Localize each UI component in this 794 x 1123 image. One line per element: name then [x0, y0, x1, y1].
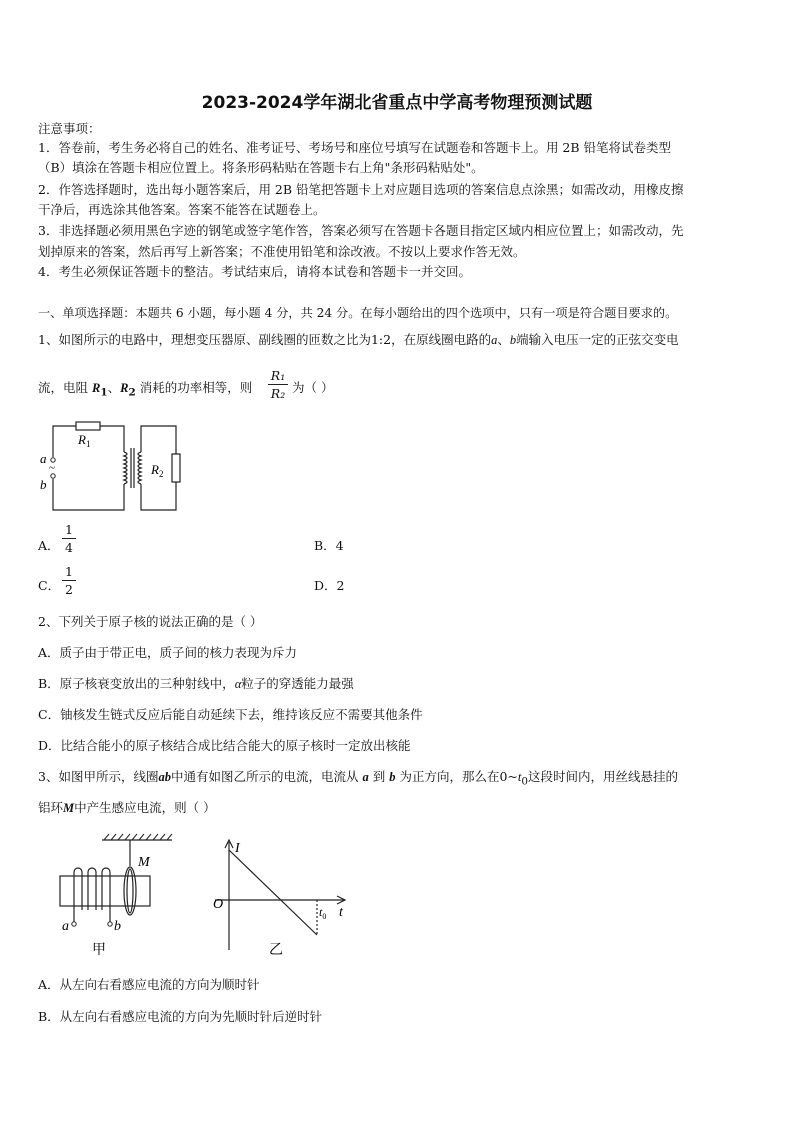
label-b: b — [114, 919, 121, 934]
terminal-a — [72, 922, 76, 926]
notice-line: 划掉原来的答案，然后再写上新答案；不准使用铅笔和涂改液。不按以上要求作答无效。 — [38, 244, 526, 259]
notice-line: 干净后，再选涂其他答案。答案不能答在试题卷上。 — [38, 202, 326, 217]
svg-text:~: ~ — [49, 462, 55, 474]
q3-option-b: B．从左向右看感应电流的方向为先顺时针后逆时针 — [38, 1009, 323, 1024]
label-r1: $R_1$ — [78, 432, 91, 449]
notice-line: 1．答卷前，考生务必将自己的姓名、准考证号、考场号和座位号填写在试题卷和答题卡上。用 2B 铅笔将试卷类型 — [38, 140, 672, 155]
q1-stem-line2: 流，电阻 $R_1$、$R_2$ 消耗的功率相等，则 — [38, 380, 253, 399]
axis-label-i: I — [235, 841, 240, 856]
q1-option-b: B．4 — [314, 538, 344, 553]
q3-figure-jia — [50, 830, 180, 960]
label-b: b — [40, 477, 47, 492]
q1-circuit-figure — [38, 420, 188, 520]
q1-stem-line1: 1、如图所示的电路中，理想变压器原、副线圈的匝数之比为1:2，在原线圈电路的a、b端输入电压一定的正弦交变电 — [38, 332, 679, 347]
q3-stem-line2: 铝环M中产生感应电流，则（ ） — [38, 800, 216, 815]
q2-option-b: B．原子核衰变放出的三种射线中，α粒子的穿透能力最强 — [38, 676, 354, 691]
label-a: a — [62, 919, 69, 934]
q1-option-a-label: A． — [38, 538, 60, 553]
section-heading: 一、单项选择题：本题共 6 小题，每小题 4 分，共 24 分。在每小题给出的四个选项中，只有一项是符合题目要求的。 — [38, 306, 678, 320]
q2-stem: 2、下列关于原子核的说法正确的是（ ） — [38, 614, 263, 629]
q1-option-c-fraction: 1 2 — [62, 564, 76, 597]
q1-option-c-label: C． — [38, 578, 61, 593]
q2-option-a: A．质子由于带正电，质子间的核力表现为斥力 — [38, 645, 298, 660]
q1-ratio-fraction: R₁ R₂ — [268, 368, 288, 401]
q1-stem-end: 为（ ） — [292, 380, 334, 395]
terminal-b — [51, 474, 55, 478]
q3-stem-line1: 3、如图甲所示，线圈ab中通有如图乙所示的电流，电流从 a 到 b 为正方向，那么在$0\sim t_0$这段时间内，用丝线悬挂的 — [38, 769, 678, 788]
q1-option-d: D．2 — [314, 578, 345, 593]
q2-option-d: D．比结合能小的原子核结合成比结合能大的原子核时一定放出核能 — [38, 738, 411, 753]
terminal-b — [108, 922, 112, 926]
exam-title: 2023-2024学年湖北省重点中学高考物理预测试题 — [201, 93, 593, 113]
q2-option-c: C．铀核发生链式反应后能自动延续下去，维持该反应不需要其他条件 — [38, 707, 423, 722]
q3-option-a: A．从左向右看感应电流的方向为顺时针 — [38, 977, 260, 992]
label-jia: 甲 — [92, 942, 106, 958]
notice-line: （B）填涂在答题卡相应位置上。将条形码粘贴在答题卡右上角"条形码粘贴处"。 — [38, 160, 484, 175]
tick-label-t0: $t_0$ — [319, 905, 327, 921]
q3-figure-yi — [205, 830, 355, 960]
notice-line: 4．考生必须保证答题卡的整洁。考试结束后，请将本试卷和答题卡一并交回。 — [38, 264, 471, 279]
notice-heading: 注意事项： — [38, 121, 101, 136]
notice-line: 2．作答选择题时，选出每小题答案后，用 2B 铅笔把答题卡上对应题目选项的答案信息点涂黑；如需改动，用橡皮擦 — [38, 182, 684, 197]
label-yi: 乙 — [269, 942, 283, 958]
label-a: a — [40, 451, 47, 466]
label-r2: $R_2$ — [151, 462, 164, 479]
q1-option-a-fraction: 1 4 — [62, 522, 76, 555]
label-m: M — [138, 855, 150, 870]
origin-label: O — [213, 897, 224, 912]
axis-label-t: t — [339, 905, 343, 920]
notice-line: 3．非选择题必须用黑色字迹的钢笔或签字笔作答，答案必须写在答题卡各题目指定区域内相应位置上；如需改动，先 — [38, 223, 684, 238]
